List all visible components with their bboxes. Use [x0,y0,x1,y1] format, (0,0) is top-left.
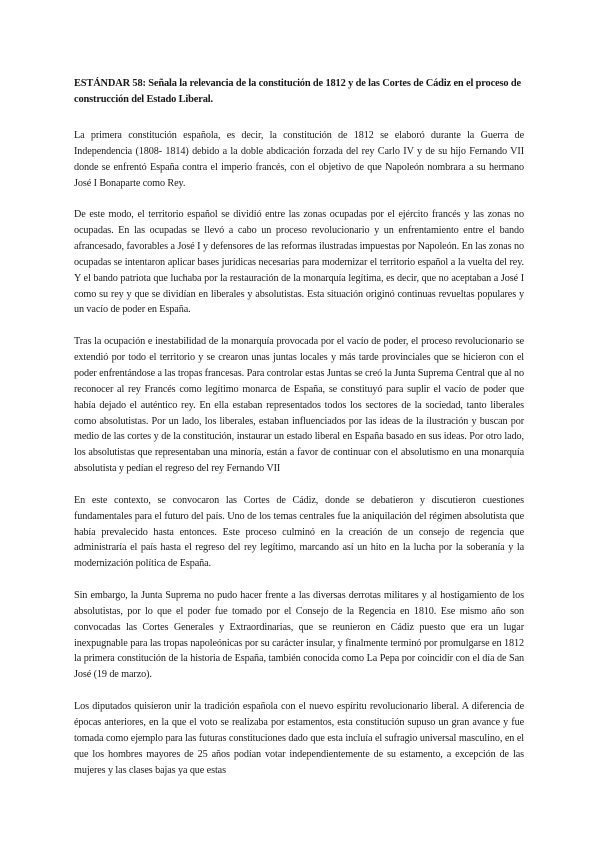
paragraph-5: Sin embargo, la Junta Suprema no pudo hacer frente a las diversas derrotas militares y al hostigamiento de los absolutistas, por lo que el poder fue tomado por el Consejo de la Regencia en 1810. Ese mismo año son convocadas las Cortes Generales y Extraordinarias, que se reunieron en Cádiz puesto que era un lugar inexpugnable para las tropas napoleónicas por su carácter insular, y finalmente terminó por promulgarse en 1812 la primera constitución de la historia de España, también conocida como La Pepa por coincidir con el día de San José (19 de marzo). [74,590,524,681]
paragraph-2: De este modo, el territorio español se dividió entre las zonas ocupadas por el ejército francés y las zonas no ocupadas. En las ocupadas se llevó a cabo un proceso revolucionario y un enfrentamiento entre el bando afrancesado, favorables a José I y defensores de las reformas ilustradas impuestas por Napoleón. En las zonas no ocupadas se intentaron aplicar bases jurídicas necesarias para modernizar el territorio español a la vuelta del rey. Y el bando patriota que luchaba por la restauración de la monarquía legítima, es decir, que no aceptaban a José I como su rey y que se dividían en liberales y absolutistas. Esta situación originó continuas revueltas populares y un vacío de poder en España. [74,209,524,316]
document-body [74,76,524,794]
document-title: ESTÁNDAR 58: Señala la relevancia de la constitución de 1812 y de las Cortes de Cádiz en el proceso de construcción del Estado Liberal. [74,78,521,105]
paragraph-3: Tras la ocupación e inestabilidad de la monarquía provocada por el vacío de poder, el proceso revolucionario se extendió por todo el territorio y se crearon unas juntas locales y más tarde provinciales que se hicieron con el poder enfrentándose a las tropas francesas. Para controlar estas Juntas se creó la Junta Suprema Central que al no reconocer al rey Francés como legítimo monarca de España, se constituyó para suplir el vacío de poder que había dejado el auténtico rey. En ella estaban representados todos los sectores de la sociedad, tanto liberales como absolutistas. Por un lado, los liberales, estaban influenciados por las ideas de la ilustración y buscan por medio de las cortes y de la constitución, instaurar un estado liberal en España basado en sus ideas. Por otro lado, los absolutistas que representaban una minoría, están a favor de continuar con el absolutismo en una monarquía absolutista y pedían el regreso del rey Fernando VII [74,336,524,475]
paragraph-6: Los diputados quisieron unir la tradición española con el nuevo espíritu revolucionario liberal. A diferencia de épocas anteriores, en la que el voto se realizaba por estamentos, esta constitución supuso un gran avance y fue tomada como ejemplo para las futuras constituciones dado que esta incluía el sufragio universal masculino, en el que los hombres mayores de 25 años podían votar independientemente de su estamento, a excepción de las mujeres y las clases bajas ya que estas [74,701,524,776]
paragraph-1: La primera constitución española, es decir, la constitución de 1812 se elaboró durante la Guerra de Independencia (1808- 1814) debido a la doble abdicación forzada del rey Carlo IV y de su hijo Fernando VII donde se enfrentó España contra el imperio francés, con el objetivo de que Napoleón nombrara a su hermano José I Bonaparte como Rey. [74,130,524,189]
paragraph-4: En este contexto, se convocaron las Cortes de Cádiz, donde se debatieron y discutieron cuestiones fundamentales para el futuro del país. Uno de los temas centrales fue la aniquilación del régimen absolutista que había prevalecido hasta entonces. Este proceso culminó en la creación de un consejo de regencia que administraría el país hasta el regreso del rey legítimo, marcando así un hito en la lucha por la soberanía y la modernización política de España. [74,494,524,570]
